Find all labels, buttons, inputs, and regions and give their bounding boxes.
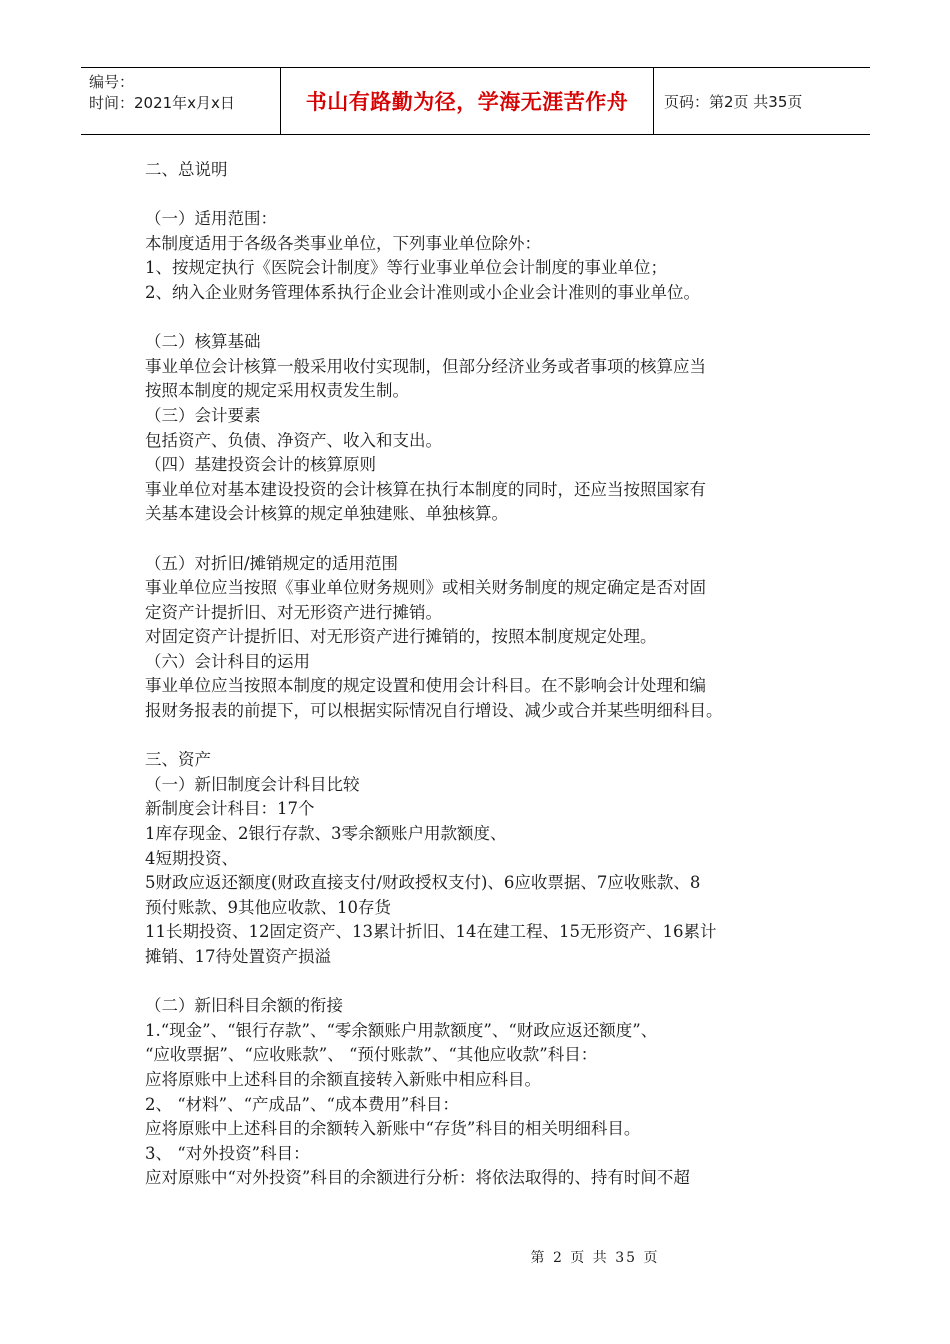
text-line: 1、按规定执行《医院会计制度》等行业事业单位会计制度的事业单位； [145, 258, 667, 278]
text-line: 2、纳入企业财务管理体系执行企业会计准则或小企业会计准则的事业单位。 [145, 282, 700, 302]
text-line: 报财务报表的前提下，可以根据实际情况自行增设、减少或合并某些明细科目。 [145, 701, 723, 721]
blank-line [145, 970, 825, 995]
page-header [81, 67, 870, 135]
header-meta [81, 68, 281, 134]
text-line: 事业单位对基本建设投资的会计核算在执行本制度的同时，还应当按照国家有 [145, 479, 706, 499]
text-line: （二）核算基础 [145, 332, 261, 352]
document-body [145, 158, 825, 1191]
text-line: 4短期投资、 [145, 848, 238, 868]
header-page-info [654, 68, 870, 134]
footer-page-number: 第 2 页 共 35 页 [530, 1250, 660, 1266]
text-line: 对固定资产计提折旧、对无形资产进行摊销的，按照本制度规定处理。 [145, 627, 657, 647]
text-line: （三）会计要素 [145, 405, 261, 425]
text-line: 新制度会计科目：17个 [145, 799, 315, 819]
text-line: （一）新旧制度会计科目比较 [145, 774, 360, 794]
text-line: （二）新旧科目余额的衔接 [145, 996, 343, 1016]
text-line: 关基本建设会计核算的规定单独建账、单独核算。 [145, 504, 508, 524]
text-line: 预付账款、9其他应收款、10存货 [145, 897, 391, 917]
motto-text: 书山有路勤为径，学海无涯苦作舟 [305, 90, 629, 114]
text-line: （四）基建投资会计的核算原则 [145, 455, 376, 475]
text-line: 1库存现金、2银行存款、3零余额账户用款额度、 [145, 824, 507, 844]
text-line: 3、 “对外投资”科目： [145, 1143, 310, 1163]
text-line: 事业单位应当按照本制度的规定设置和使用会计科目。在不影响会计处理和编 [145, 676, 706, 696]
text-line: “应收票据”、“应收账款”、 “预付账款”、“其他应收款”科目： [145, 1045, 598, 1065]
text-line: 二、总说明 [145, 160, 228, 179]
text-line: 1.“现金”、“银行存款”、“零余额账户用款额度”、“财政应返还额度”、 [145, 1020, 658, 1040]
blank-line [145, 527, 825, 552]
text-line: 本制度适用于各级各类事业单位，下列事业单位除外： [145, 233, 541, 253]
date-line: 时间：2021年x月x日 [89, 94, 235, 112]
header-motto-cell [281, 68, 654, 134]
serial-label: 编号： [89, 73, 135, 91]
text-line: 应将原账中上述科目的余额直接转入新账中相应科目。 [145, 1069, 541, 1089]
text-line: 应将原账中上述科目的余额转入新账中“存货”科目的相关明细科目。 [145, 1119, 641, 1139]
text-line: 应对原账中“对外投资”科目的余额进行分析：将依法取得的、持有时间不超 [145, 1168, 690, 1188]
blank-line [145, 183, 825, 208]
blank-line [145, 306, 825, 331]
text-line: 5财政应返还额度(财政直接支付/财政授权支付)、6应收票据、7应收账款、8 [145, 873, 701, 893]
text-line: （一）适用范围： [145, 209, 277, 229]
text-line: 包括资产、负债、净资产、收入和支出。 [145, 430, 442, 450]
text-line: 定资产计提折旧、对无形资产进行摊销。 [145, 602, 442, 622]
text-line: 按照本制度的规定采用权责发生制。 [145, 381, 409, 401]
text-line: 三、资产 [145, 750, 211, 770]
text-line: 2、 “材料”、“产成品”、“成本费用”科目： [145, 1094, 459, 1114]
page-footer [0, 1247, 950, 1267]
page-info-text: 页码：第2页 共35页 [664, 92, 803, 111]
text-line: （五）对折旧/摊销规定的适用范围 [145, 553, 399, 573]
text-line: 事业单位应当按照《事业单位财务规则》或相关财务制度的规定确定是否对固 [145, 578, 706, 598]
text-line: 11长期投资、12固定资产、13累计折旧、14在建工程、15无形资产、16累计 [145, 922, 717, 942]
text-line: 摊销、17待处置资产损溢 [145, 947, 331, 966]
text-line: 事业单位会计核算一般采用收付实现制，但部分经济业务或者事项的核算应当 [145, 356, 706, 376]
blank-line [145, 724, 825, 749]
text-line: （六）会计科目的运用 [145, 651, 310, 671]
